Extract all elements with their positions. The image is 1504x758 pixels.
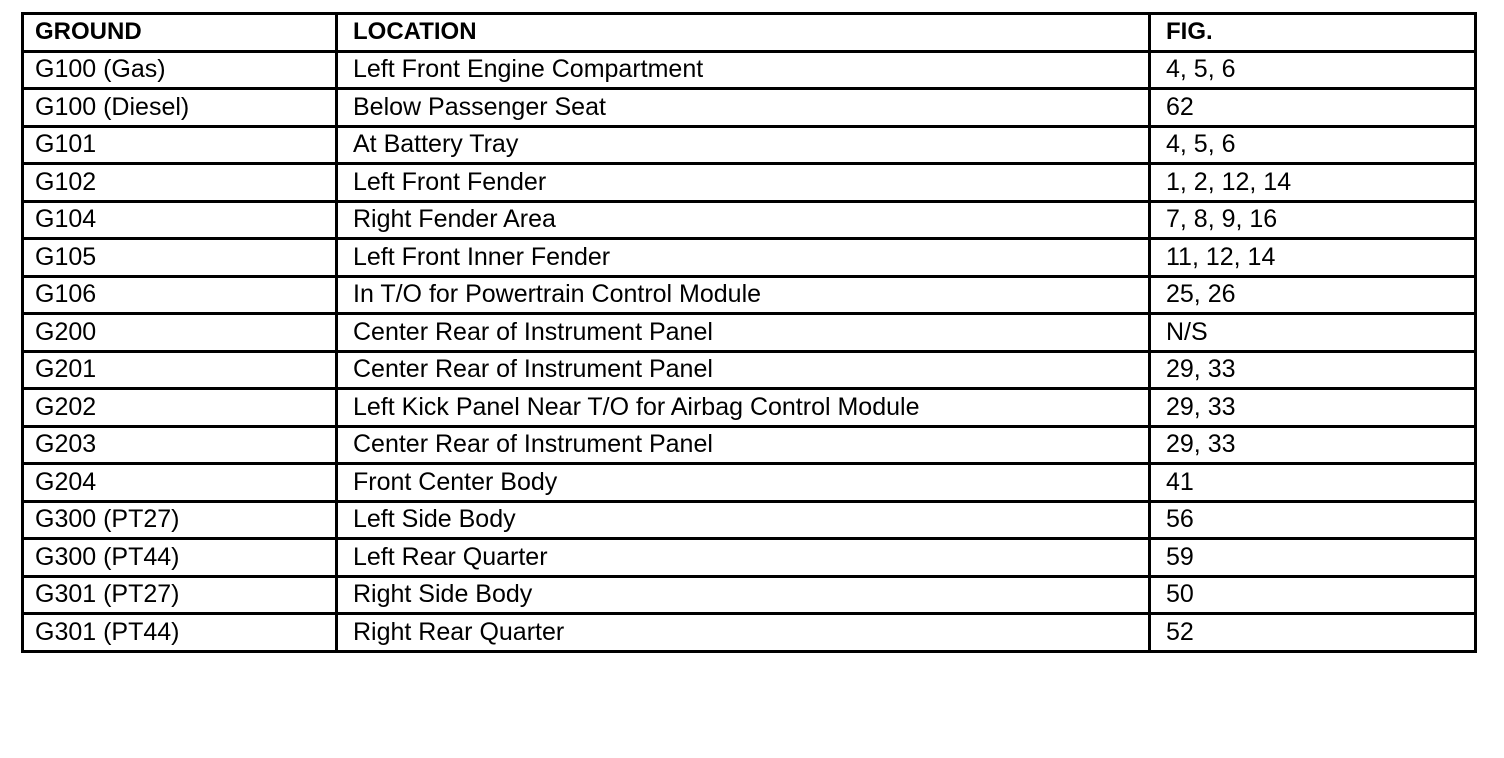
cell-ground: G300 (PT44)	[23, 539, 337, 577]
document-page	[21, 12, 1477, 653]
cell-fig: 4, 5, 6	[1150, 126, 1476, 164]
cell-fig: 29, 33	[1150, 389, 1476, 427]
header-ground: GROUND	[23, 14, 337, 52]
cell-ground: G100 (Diesel)	[23, 89, 337, 127]
table-header-row	[23, 14, 1476, 52]
cell-location: Front Center Body	[337, 464, 1150, 502]
cell-location: Right Fender Area	[337, 201, 1150, 239]
cell-location: Below Passenger Seat	[337, 89, 1150, 127]
cell-fig: 25, 26	[1150, 276, 1476, 314]
table-row	[23, 501, 1476, 539]
table-row	[23, 276, 1476, 314]
cell-location: Left Front Engine Compartment	[337, 51, 1150, 89]
table-row	[23, 126, 1476, 164]
cell-fig: N/S	[1150, 314, 1476, 352]
table-row	[23, 351, 1476, 389]
cell-ground: G105	[23, 239, 337, 277]
table-row	[23, 314, 1476, 352]
table-row	[23, 464, 1476, 502]
table-row	[23, 426, 1476, 464]
cell-location: Center Rear of Instrument Panel	[337, 426, 1150, 464]
cell-ground: G204	[23, 464, 337, 502]
table-row	[23, 614, 1476, 652]
table-row	[23, 576, 1476, 614]
cell-ground: G101	[23, 126, 337, 164]
cell-location: In T/O for Powertrain Control Module	[337, 276, 1150, 314]
cell-location: Right Side Body	[337, 576, 1150, 614]
cell-location: Left Front Inner Fender	[337, 239, 1150, 277]
cell-ground: G203	[23, 426, 337, 464]
cell-fig: 52	[1150, 614, 1476, 652]
header-location: LOCATION	[337, 14, 1150, 52]
cell-ground: G202	[23, 389, 337, 427]
cell-ground: G300 (PT27)	[23, 501, 337, 539]
cell-fig: 1, 2, 12, 14	[1150, 164, 1476, 202]
table-row	[23, 239, 1476, 277]
cell-fig: 29, 33	[1150, 426, 1476, 464]
cell-ground: G102	[23, 164, 337, 202]
cell-fig: 11, 12, 14	[1150, 239, 1476, 277]
cell-fig: 56	[1150, 501, 1476, 539]
cell-location: Center Rear of Instrument Panel	[337, 314, 1150, 352]
cell-location: Center Rear of Instrument Panel	[337, 351, 1150, 389]
table-row	[23, 51, 1476, 89]
cell-fig: 62	[1150, 89, 1476, 127]
cell-location: Left Front Fender	[337, 164, 1150, 202]
table-row	[23, 539, 1476, 577]
cell-location: Left Rear Quarter	[337, 539, 1150, 577]
cell-location: Left Kick Panel Near T/O for Airbag Control Module	[337, 389, 1150, 427]
cell-fig: 50	[1150, 576, 1476, 614]
cell-ground: G301 (PT44)	[23, 614, 337, 652]
header-fig: FIG.	[1150, 14, 1476, 52]
table-row	[23, 389, 1476, 427]
cell-ground: G104	[23, 201, 337, 239]
cell-location: Right Rear Quarter	[337, 614, 1150, 652]
cell-location: Left Side Body	[337, 501, 1150, 539]
cell-fig: 29, 33	[1150, 351, 1476, 389]
cell-ground: G106	[23, 276, 337, 314]
cell-fig: 7, 8, 9, 16	[1150, 201, 1476, 239]
cell-ground: G100 (Gas)	[23, 51, 337, 89]
cell-fig: 59	[1150, 539, 1476, 577]
cell-location: At Battery Tray	[337, 126, 1150, 164]
table-row	[23, 164, 1476, 202]
cell-ground: G201	[23, 351, 337, 389]
table-row	[23, 89, 1476, 127]
cell-fig: 4, 5, 6	[1150, 51, 1476, 89]
cell-ground: G200	[23, 314, 337, 352]
cell-ground: G301 (PT27)	[23, 576, 337, 614]
cell-fig: 41	[1150, 464, 1476, 502]
table-row	[23, 201, 1476, 239]
ground-location-table	[21, 12, 1477, 653]
